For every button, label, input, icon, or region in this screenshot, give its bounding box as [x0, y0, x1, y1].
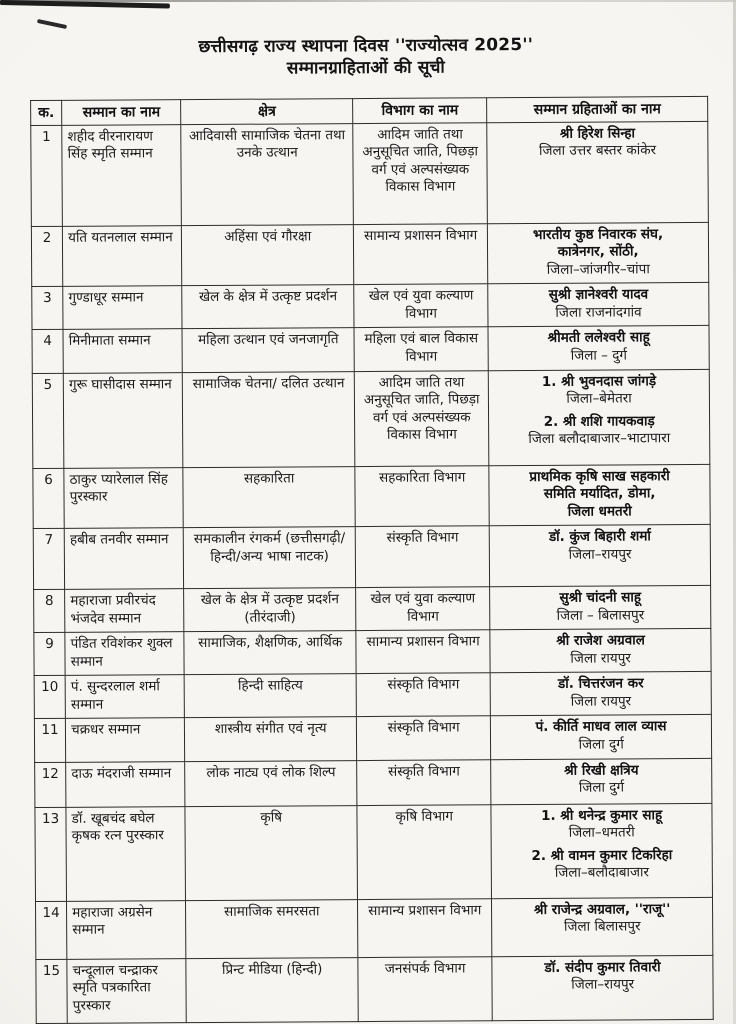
recipient-entry	[494, 286, 704, 322]
recipient-cell	[487, 121, 708, 223]
serial-cell: 15	[36, 959, 68, 1023]
recipient-name: 1. श्री थनेन्द्र कुमार साहू	[541, 806, 663, 824]
title-line-1: छत्तीसगढ़ राज्य स्थापना दिवस ''राज्योत्सव 2025''	[198, 34, 534, 58]
serial-cell: 9	[34, 633, 65, 676]
recipient-district: जिला रायपुर	[570, 650, 631, 667]
recipient-name: 2. श्री वामन कुमार टिकरिहा	[531, 846, 673, 864]
serial-cell: 5	[32, 373, 64, 468]
recipient-cell	[490, 586, 711, 630]
recipient-name: श्री हिरेश सिन्हा	[559, 125, 636, 142]
field-cell: महिला उत्थान एवं जनजागृति	[182, 328, 354, 372]
recipient-district: जिला रायपुर	[570, 693, 632, 710]
recipient-cell	[489, 369, 710, 465]
serial-cell: 14	[35, 901, 66, 959]
recipient-entry	[494, 372, 704, 408]
recipient-name: श्री राजेश अग्रवाल	[556, 632, 645, 650]
serial-cell: 10	[34, 676, 65, 719]
table-row	[34, 586, 711, 633]
table-row	[31, 121, 709, 226]
recipient-entry	[498, 958, 708, 994]
recipient-name: पं. कीर्ति माधव लाल व्यास	[535, 718, 667, 736]
field-cell: खेल के क्षेत्र में उत्कृष्ट प्रदर्शन (तीरंदाजी)	[184, 588, 356, 632]
award-name-cell: यति यतनलाल सम्मान	[63, 225, 183, 286]
department-cell: खेल एवं युवा कल्याण विभाग	[354, 284, 488, 328]
recipient-name: श्रीमती ललेश्वरी साहू	[547, 329, 650, 347]
serial-cell: 13	[35, 807, 67, 901]
recipient-entry	[497, 900, 707, 936]
department-cell: सामान्य प्रशासन विभाग	[356, 630, 490, 674]
recipient-name: श्री रिखी क्षत्रिय	[564, 761, 639, 779]
award-name-cell: मिनीमाता सम्मान	[63, 329, 182, 373]
field-cell: सामाजिक समरसता	[186, 899, 358, 958]
field-cell: सामाजिक, शैक्षणिक, आर्थिक	[184, 631, 356, 675]
department-cell: आदिम जाति तथा अनुसूचित जाति, पिछड़ा वर्ग एवं अल्पसंख्यक विकास विभाग	[354, 370, 489, 466]
recipient-name: सुश्री ज्ञानेश्वरी यादव	[548, 286, 649, 304]
field-cell: कृषि	[185, 805, 358, 900]
table-body	[31, 121, 713, 1023]
recipient-name: श्री राजेन्द्र अग्रवाल, ''राजू''	[533, 900, 671, 918]
department-cell: संस्कृति विभाग	[356, 673, 490, 717]
recipient-district: जिला – दुर्ग	[570, 347, 627, 364]
department-cell: सामान्य प्रशासन विभाग	[354, 223, 488, 284]
table-row	[35, 758, 712, 807]
recipient-name: डॉ. चित्तरंजन कर	[557, 675, 644, 693]
recipient-cell	[488, 222, 709, 284]
department-cell: संस्कृति विभाग	[357, 759, 491, 805]
award-name-cell: शहीद वीरनारायण सिंह स्मृति सम्मान	[62, 124, 182, 226]
recipient-district: जिला–धमतरी	[568, 824, 635, 841]
department-cell: कृषि विभाग	[357, 804, 492, 899]
recipient-entry	[496, 718, 706, 754]
recipient-cell	[489, 525, 710, 587]
recipient-entry	[497, 806, 707, 842]
recipient-entry	[497, 847, 707, 883]
department-cell: जनसंपर्क विभाग	[358, 956, 492, 1021]
award-name-cell: चन्दूलाल चन्द्राकर स्मृति पत्रकारिता पुरस्कार	[67, 958, 187, 1023]
recipient-district: जिला उत्तर बस्तर कांकेर	[538, 142, 657, 160]
table-row	[34, 715, 711, 762]
recipient-name: प्राथमिक कृषि साख सहकारी समिति मर्यादित, डोमा, जिला धमतरी	[529, 467, 670, 520]
department-cell: महिला एवं बाल विकास विभाग	[354, 327, 488, 371]
recipient-cell	[491, 715, 712, 759]
recipient-district: जिला – बिलासपुर	[556, 607, 645, 624]
recipient-district: जिला बिलासपुर	[563, 918, 641, 935]
table-row	[33, 464, 710, 529]
award-name-cell: पं. सुन्दरलाल शर्मा सम्मान	[65, 675, 184, 719]
field-cell: प्रिन्ट मीडिया (हिन्दी)	[186, 957, 358, 1022]
serial-cell: 8	[34, 590, 65, 633]
recipient-cell	[488, 326, 709, 370]
field-cell: खेल के क्षेत्र में उत्कृष्ट प्रदर्शन	[182, 285, 354, 329]
header-recipient: सम्मान ग्रहिताओं का नाम	[487, 96, 708, 123]
recipient-entry	[496, 632, 706, 668]
serial-cell: 11	[34, 719, 65, 762]
recipient-entry	[494, 413, 704, 449]
table-row	[32, 283, 709, 330]
recipient-entry	[495, 528, 705, 564]
table-row	[36, 955, 713, 1023]
field-cell: सामाजिक चेतना/ दलित उत्थान	[183, 371, 356, 467]
header-field: क्षेत्र	[181, 98, 353, 124]
header-department: विभाग का नाम	[353, 97, 487, 123]
recipient-cell	[490, 672, 711, 716]
department-cell: खेल एवं युवा कल्याण विभाग	[356, 587, 490, 631]
recipient-cell	[492, 897, 713, 956]
recipient-entry	[495, 589, 705, 625]
recipient-name: डॉ. कुंज बिहारी शर्मा	[548, 528, 651, 546]
department-cell: सहकारिता विभाग	[355, 465, 489, 526]
field-cell: आदिवासी सामाजिक चेतना तथा उनके उत्थान	[181, 123, 354, 225]
recipient-entry	[495, 467, 705, 521]
recipient-district: जिला–बलौदाबाजार	[554, 864, 650, 882]
serial-cell: 1	[31, 125, 63, 226]
recipient-district: जिला–जांजगीर–चांपा	[546, 261, 650, 278]
table-row	[34, 672, 711, 719]
department-cell: संस्कृति विभाग	[357, 716, 491, 760]
recipient-cell	[492, 955, 713, 1020]
table-row	[31, 222, 708, 287]
field-cell: शास्त्रीय संगीत एवं नृत्य	[185, 717, 357, 761]
table-row	[34, 629, 711, 676]
department-cell: आदिम जाति तथा अनुसूचित जाति, पिछड़ा वर्ग एवं अल्पसंख्यक विकास विभाग	[353, 122, 488, 224]
recipient-name: 1. श्री भुवनदास जांगड़े	[541, 372, 657, 390]
recipient-name: भारतीय कुष्ठ निवारक संघ, कात्रेनगर, सोंठी,	[532, 225, 664, 261]
header-award: सम्मान का नाम	[62, 99, 181, 125]
recipient-district: जिला–रायपुर	[571, 976, 635, 993]
field-cell: लोक नाट्य एवं लोक शिल्प	[185, 760, 357, 806]
serial-cell: 4	[32, 330, 63, 373]
serial-cell: 12	[35, 762, 66, 807]
field-cell: सहकारिता	[183, 466, 355, 528]
table-row	[35, 803, 713, 901]
table-row	[35, 897, 712, 959]
recipient-district: जिला बलौदाबाजार–भाटापारा	[528, 430, 671, 448]
department-cell: संस्कृति विभाग	[355, 526, 489, 588]
recipient-entry	[493, 125, 703, 161]
table-row	[33, 525, 710, 590]
document-title	[0, 34, 734, 82]
recipient-cell	[491, 803, 712, 898]
department-cell: सामान्य प्रशासन विभाग	[358, 898, 492, 957]
recipient-district: जिला–बेमेतरा	[566, 390, 632, 407]
table-row	[32, 369, 710, 468]
recipient-name: 2. श्री शशि गायकवाड़	[543, 412, 655, 430]
serial-cell: 2	[31, 226, 63, 287]
award-name-cell: ठाकुर प्यारेलाल सिंह पुरस्कार	[64, 467, 184, 528]
recipient-entry	[493, 226, 703, 280]
recipient-name: डॉ. संदीप कुमार तिवारी	[544, 958, 661, 976]
award-name-cell: हबीब तनवीर सम्मान	[64, 528, 184, 590]
recipient-district: जिला दुर्ग	[578, 779, 625, 796]
field-cell: अहिंसा एवं गौरक्षा	[182, 224, 354, 286]
recipient-cell	[489, 464, 710, 526]
recipient-cell	[491, 758, 712, 804]
award-name-cell: डॉ. खूबचंद बघेल कृषक रत्न पुरस्कार	[66, 806, 186, 901]
recipient-name: सुश्री चांदनी साहू	[559, 589, 642, 606]
recipient-entry	[496, 761, 706, 797]
recipient-cell	[490, 629, 711, 673]
award-name-cell: पंडित रविशंकर शुक्ल सम्मान	[65, 632, 184, 676]
serial-cell: 3	[32, 287, 63, 330]
recipient-district: जिला राजनांदगांव	[555, 304, 642, 321]
award-name-cell: गुण्डाधूर सम्मान	[63, 286, 182, 330]
recipient-entry	[494, 329, 704, 365]
recipient-entry	[496, 675, 706, 711]
field-cell: समकालीन रंगकर्म (छत्तीसगढ़ी/हिन्दी/अन्य भाषा नाटक)	[183, 527, 355, 589]
recipient-cell	[488, 283, 709, 327]
field-cell: हिन्दी साहित्य	[184, 674, 356, 718]
award-name-cell: दाऊ मंदराजी सम्मान	[66, 761, 185, 807]
award-name-cell: महाराजा प्रवीरचंद भंजदेव सम्मान	[65, 589, 184, 633]
award-name-cell: महाराजा अग्रसेन सम्मान	[67, 900, 186, 959]
recipient-district: जिला–रायपुर	[568, 546, 632, 563]
serial-cell: 6	[33, 468, 65, 529]
award-name-cell: गुरू घासीदास सम्मान	[63, 372, 183, 468]
title-line-2: सम्मानग्राहिताओं की सूची	[286, 57, 446, 79]
award-name-cell: चक्रधर सम्मान	[66, 718, 185, 762]
header-serial: क.	[31, 100, 62, 125]
serial-cell: 7	[33, 529, 65, 590]
awards-table	[30, 95, 714, 1023]
table-row	[32, 326, 709, 373]
recipient-district: जिला दुर्ग	[578, 736, 624, 753]
